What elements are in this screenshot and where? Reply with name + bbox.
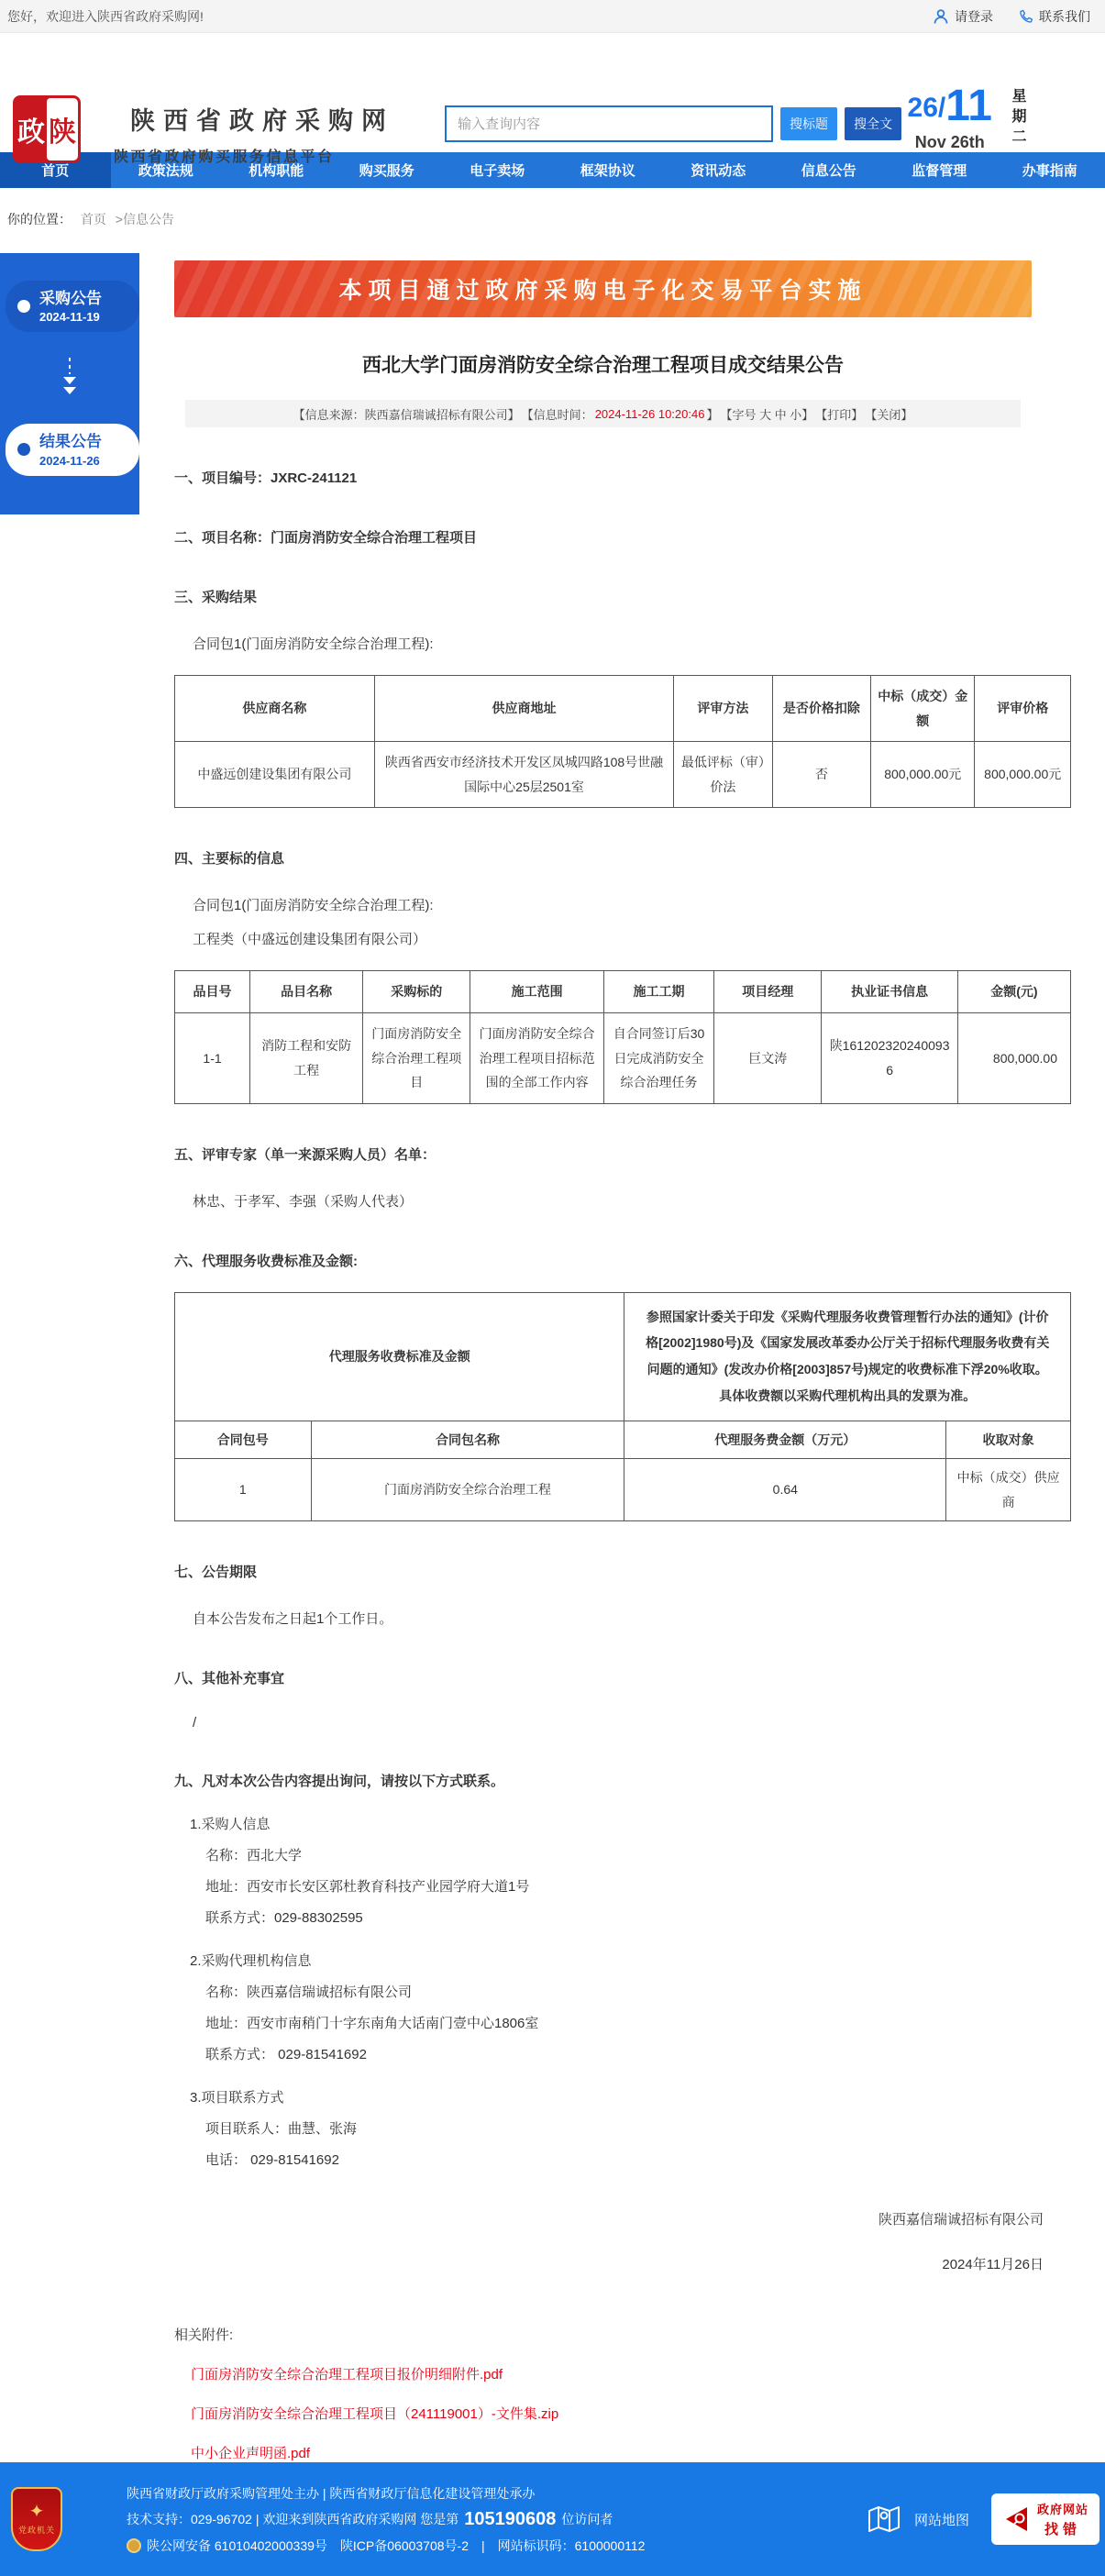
agency-address: 地址：西安市南稍门十字东南角大话南门壹中心1806室 [174, 2013, 1073, 2032]
date-english: Nov 26th [908, 133, 992, 152]
table-row: 中盛远创建设集团有限公司 陕西省西安市经济技术开发区凤城四路108号世融国际中心25层2501室 最低评标（审）价法 否 800,000.00元 800,000.00元 [175, 742, 1071, 808]
contract-package-line: 合同包1(门面房消防安全综合治理工程): [174, 895, 1073, 914]
nav-item-purchase-services[interactable]: 购买服务 [332, 152, 443, 188]
project-contact-person: 项目联系人：曲慧、张海 [174, 2118, 1073, 2138]
site-code-text: 网站标识码：6100000112 [498, 2537, 646, 2555]
project-contact-phone: 电话： 029-81541692 [174, 2150, 1073, 2169]
attachments-section [174, 2325, 1073, 2462]
platform-banner [174, 260, 1032, 317]
nav-item-guide[interactable]: 办事指南 [995, 152, 1105, 188]
announcement-period-text: 自本公告发布之日起1个工作日。 [174, 1609, 1073, 1628]
footer-beian-line: 陕公网安备 61010402000339号 陕ICP备06003708号-2 | 网站标识码：6100000112 [127, 2537, 645, 2555]
sitemap-link[interactable]: 网站地图 [867, 2504, 969, 2535]
announcement-timeline-sidebar [0, 253, 139, 514]
agency-phone: 联系方式： 029-81541692 [174, 2044, 1073, 2063]
table-row: 代理服务收费标准及金额 参照国家计委关于印发《采购代理服务收费管理暂行办法的通知》(计价格[2002]1980号)及《国家发展改革委办公厅关于招标代理服务收费有关问题的通知》(发改办价格[2003]857号)规定的收费标准下浮20%收取。具体收费额以采购代理机构出具的发票为准。 [175, 1292, 1071, 1421]
login-link[interactable]: 请登录 [933, 7, 993, 26]
date-day: 26/ [908, 94, 946, 126]
section-expert-list: 五、评审专家（单一来源采购人员）名单： [174, 1144, 1073, 1164]
table-row: 1 门面房消防安全综合治理工程 0.64 中标（成交）供应商 [175, 1459, 1071, 1521]
section-contact: 九、凡对本次公告内容提出询问，请按以下方式联系。 [174, 1771, 1073, 1790]
attachment-link[interactable]: 中小企业声明函.pdf [191, 2443, 1073, 2462]
site-logo[interactable]: 政 陕 [13, 95, 81, 163]
article-main [174, 253, 1073, 2462]
top-bar [0, 0, 1105, 33]
error-report-icon [1002, 2505, 1030, 2533]
phone-icon [1017, 8, 1033, 25]
project-contact-title: 3.项目联系方式 [174, 2087, 1073, 2106]
icp-text: 陕ICP备06003708号-2 [340, 2537, 469, 2555]
font-size-control[interactable]: 【字号 大 中 小】 [720, 405, 813, 423]
breadcrumb-home-link[interactable]: 首页 [81, 212, 106, 227]
article-meta-bar [185, 400, 1021, 427]
nav-item-supervision[interactable]: 监督管理 [884, 152, 995, 188]
visitor-count: 105190608 [464, 2509, 556, 2530]
site-header [0, 33, 1105, 152]
date-widget [908, 86, 1070, 152]
nav-item-e-mall[interactable]: 电子卖场 [442, 152, 553, 188]
breadcrumb-label: 你的位置： [7, 212, 72, 227]
date-month: 11 [945, 86, 992, 126]
search-title-button[interactable]: 搜标题 [780, 107, 837, 140]
site-footer [0, 2462, 1105, 2576]
beian-link[interactable]: 陕公网安备 61010402000339号 [147, 2537, 327, 2555]
meta-time: 2024-11-26 10:20:46 [595, 407, 705, 421]
meta-source: 【信息来源：陕西嘉信瑞诚招标有限公司】 [293, 405, 520, 423]
search-fulltext-button[interactable]: 搜全文 [845, 107, 901, 140]
attachment-link[interactable]: 门面房消防安全综合治理工程项目（241119001）-文件集.zip [191, 2404, 1073, 2423]
sidebar-item-purchase-announcement[interactable]: 采购公告 2024-11-19 [6, 281, 139, 332]
contact-us-link[interactable]: 联系我们 [1017, 7, 1090, 26]
purchaser-info-title: 1.采购人信息 [174, 1814, 1073, 1833]
gov-agency-badge-icon: ✦ 党政机关 [11, 2487, 62, 2551]
attachments-label: 相关附件: [174, 2325, 1073, 2344]
purchaser-name: 名称：西北大学 [174, 1845, 1073, 1864]
purchaser-phone: 联系方式：029-88302595 [174, 1907, 1073, 1927]
nav-item-functions[interactable]: 机构职能 [221, 152, 332, 188]
print-button[interactable]: 【打印】 [815, 405, 863, 423]
other-matters-text: / [174, 1715, 1073, 1730]
section-project-number: 一、项目编号：JXRC-241121 [174, 468, 1073, 487]
section-project-name: 二、项目名称：门面房消防安全综合治理工程项目 [174, 527, 1073, 547]
table-header-row: 合同包号 合同包名称 代理服务费金额（万元） 收取对象 [175, 1421, 1071, 1459]
table-header-row: 供应商名称 供应商地址 评审方法 是否价格扣除 中标（成交）金额 评审价格 [175, 676, 1071, 742]
search-input[interactable] [445, 105, 773, 142]
user-icon [933, 8, 949, 25]
page-title: 西北大学门面房消防安全综合治理工程项目成交结果公告 [174, 350, 1032, 378]
signature-company: 陕西嘉信瑞诚招标有限公司 [174, 2209, 1044, 2228]
signature-block [174, 2209, 1073, 2273]
welcome-text: 您好，欢迎进入陕西省政府采购网! [7, 7, 204, 26]
footer-sponsor-line: 陕西省财政厅政府采购管理处主办 | 陕西省财政厅信息化建设管理处承办 [127, 2484, 645, 2503]
date-weekday: 星期二 [1007, 86, 1028, 149]
section-procurement-result: 三、采购结果 [174, 587, 1073, 606]
breadcrumb-current: >信息公告 [116, 212, 174, 227]
site-title: 陕西省政府采购网 [130, 101, 1029, 137]
map-icon [867, 2504, 901, 2535]
banner-text: 本项目通过政府采购电子化交易平台实施 [338, 272, 867, 305]
site-subtitle: 陕西省政府购买服务信息平台 [95, 145, 1029, 166]
section-agency-fee: 六、代理服务收费标准及金额: [174, 1251, 1073, 1270]
expert-names: 林忠、于孝军、李强（采购人代表） [174, 1191, 1073, 1211]
bullet-icon [17, 443, 30, 456]
attachment-link[interactable]: 门面房消防安全综合治理工程项目报价明细附件.pdf [191, 2364, 1073, 2383]
project-type-line: 工程类（中盛远创建设集团有限公司） [174, 929, 1073, 948]
supplier-result-table [174, 675, 1071, 808]
public-security-badge-icon [127, 2538, 141, 2553]
table-row: 1-1 消防工程和安防工程 门面房消防安全综合治理工程项目 门面房消防安全综合治理工程项目招标范围的全部工作内容 自合同签订后30日完成消防安全综合治理任务 巨文涛 陕1612023202400936 800,000.00 [175, 1012, 1071, 1103]
sidebar-item-result-announcement[interactable]: 结果公告 2024-11-26 [6, 424, 139, 475]
meta-time-close: 】 [706, 405, 718, 423]
contract-package-line: 合同包1(门面房消防安全综合治理工程): [174, 634, 1073, 653]
purchaser-address: 地址：西安市长安区郭杜教育科技产业园学府大道1号 [174, 1876, 1073, 1896]
footer-support-line: 技术支持：029-96702 | 欢迎来到陕西省政府采购网 您是第 105190608 位访问者 [127, 2509, 645, 2530]
nav-item-framework[interactable]: 框架协议 [553, 152, 664, 188]
nav-item-policy[interactable]: 政策法规 [111, 152, 222, 188]
agency-fee-table [174, 1292, 1071, 1522]
section-main-target-info: 四、主要标的信息 [174, 848, 1073, 868]
section-announcement-period: 七、公告期限 [174, 1562, 1073, 1581]
agency-name: 名称：陕西嘉信瑞诚招标有限公司 [174, 1982, 1073, 2001]
nav-item-announcements[interactable]: 信息公告 [774, 152, 885, 188]
bid-target-table [174, 970, 1071, 1103]
nav-item-news[interactable]: 资讯动态 [663, 152, 774, 188]
breadcrumb [0, 188, 1105, 253]
bullet-icon [17, 300, 30, 313]
arrow-down-icon [0, 356, 139, 400]
nav-item-home[interactable]: 首页 [0, 152, 111, 188]
search-area [445, 105, 901, 142]
section-other-matters: 八、其他补充事宜 [174, 1668, 1073, 1687]
gov-site-error-report-badge[interactable]: 政府网站 找错 [991, 2493, 1099, 2545]
signature-date: 2024年11月26日 [174, 2254, 1044, 2273]
agency-info-title: 2.采购代理机构信息 [174, 1951, 1073, 1970]
close-button[interactable]: 【关闭】 [865, 405, 912, 423]
meta-time-label: 【信息时间： [522, 405, 593, 423]
table-header-row: 品目号 品目名称 采购标的 施工范围 施工工期 项目经理 执业证书信息 金额(元) [175, 971, 1071, 1013]
